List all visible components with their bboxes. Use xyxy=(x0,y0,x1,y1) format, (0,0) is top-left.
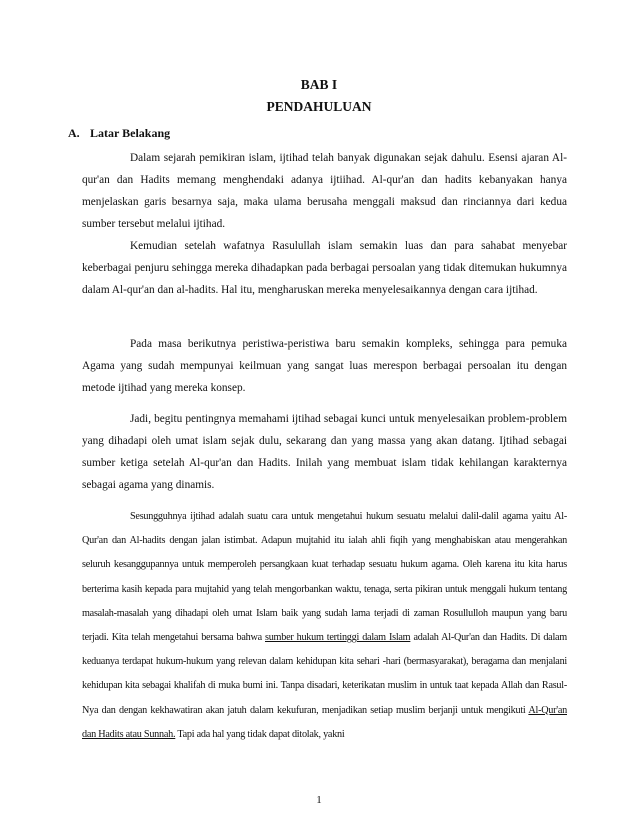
paragraph-5-part-1: Sesungguhnya ijtihad adalah suatu cara untuk mengetahui hukum sesuatu melalui dalil-dalil agama yaitu Al-Qur'an dan Al-hadits dengan jalan istimbat. Adapun mujtahid itu ialah ahli fiqih yang menghabiskan atau mengerahkan seluruh kesanggupannya untuk memperoleh persangkaan kuat terhadap sesuatu hukum agama. Oleh karena itu kita harus berterima kasih kepada para mujtahid yang telah mengorbankan waktu, tenaga, serta pikiran untuk menggali hukum tentang masalah-masalah yang dihadapi oleh umat Islam baik yang sudah lama terjadi di zaman Rosullulloh maupun yang baru terjadi. Kita telah mengetahui bersama bahwa xyxy=(82,511,567,644)
section-number: A. xyxy=(68,126,80,140)
paragraph-5-part-3: Tapi ada hal yang tidak dapat ditolak, yakni xyxy=(175,728,345,740)
paragraph-3: Pada masa berikutnya peristiwa-peristiwa baru semakin kompleks, sehingga para pemuka Agama yang sudah mempunyai keilmuan yang sangat luas merespon berbagai persoalan itu dengan metode ijtihad yang mereka konsep. xyxy=(82,338,567,394)
section-title: Latar Belakang xyxy=(90,126,171,140)
paragraph-5-part-2: adalah Al-Qur'an dan Hadits. Di dalam keduanya terdapat hukum-hukum yang relevan dalam kehidupan kita sehari -hari (bermasyarakat), beragama dan menjalani kehidupan kita sebagai khalifah di muka bumi ini. Tanpa disadari, keterikatan muslim in untuk taat kepada Allah dan Rasul-Nya dan dengan kekhawatiran akan jatuh dalam kekufuran, menjadikan setiap muslim berjanji untuk mengikuti xyxy=(82,632,567,716)
paragraph-4: Jadi, begitu pentingnya memahami ijtihad sebagai kunci untuk menyelesaikan problem-problem yang dihadapi oleh umat islam sejak dulu, sekarang dan yang massa yang akan datang. Ijtihad sebagai sumber ketiga setelah Al-qur'an dan Hadits. Inilah yang membuat islam tidak kehilangan karakternya sebagai agama yang dinamis. xyxy=(82,413,567,491)
paragraph-1: Dalam sejarah pemikiran islam, ijtihad telah banyak digunakan sejak dahulu. Esensi ajaran Al-qur'an dan Hadits memang menghendaki adanya ijtiihad. Al-qur'an dan hadits kebanyakan hanya menjelaskan garis besarnya saja, maka ulama berusaha menggali maksud dan rinciannya dari kedua sumber tersebut melalui ijtihad. xyxy=(82,152,567,230)
paragraph-5 xyxy=(82,505,567,747)
underlined-phrase-quran-hadits: Al-Qur'an dan Hadits atau Sunnah. xyxy=(82,704,567,740)
chapter-number: BAB I xyxy=(300,77,338,92)
page-number: 1 xyxy=(316,794,322,806)
chapter-title: PENDAHULUAN xyxy=(266,99,372,114)
section-heading xyxy=(68,126,170,141)
underlined-phrase-sumber-hukum: sumber hukum tertinggi dalam Islam xyxy=(265,632,411,644)
paragraph-2: Kemudian setelah wafatnya Rasulullah islam semakin luas dan para sahabat menyebar keberbagai penjuru sehingga mereka dihadapkan pada berbagai persoalan yang tidak ditemukan hukumnya dalam Al-qur'an dan al-hadits. Hal itu, mengharuskan mereka menyelesaikannya dengan cara ijtihad. xyxy=(82,240,567,296)
